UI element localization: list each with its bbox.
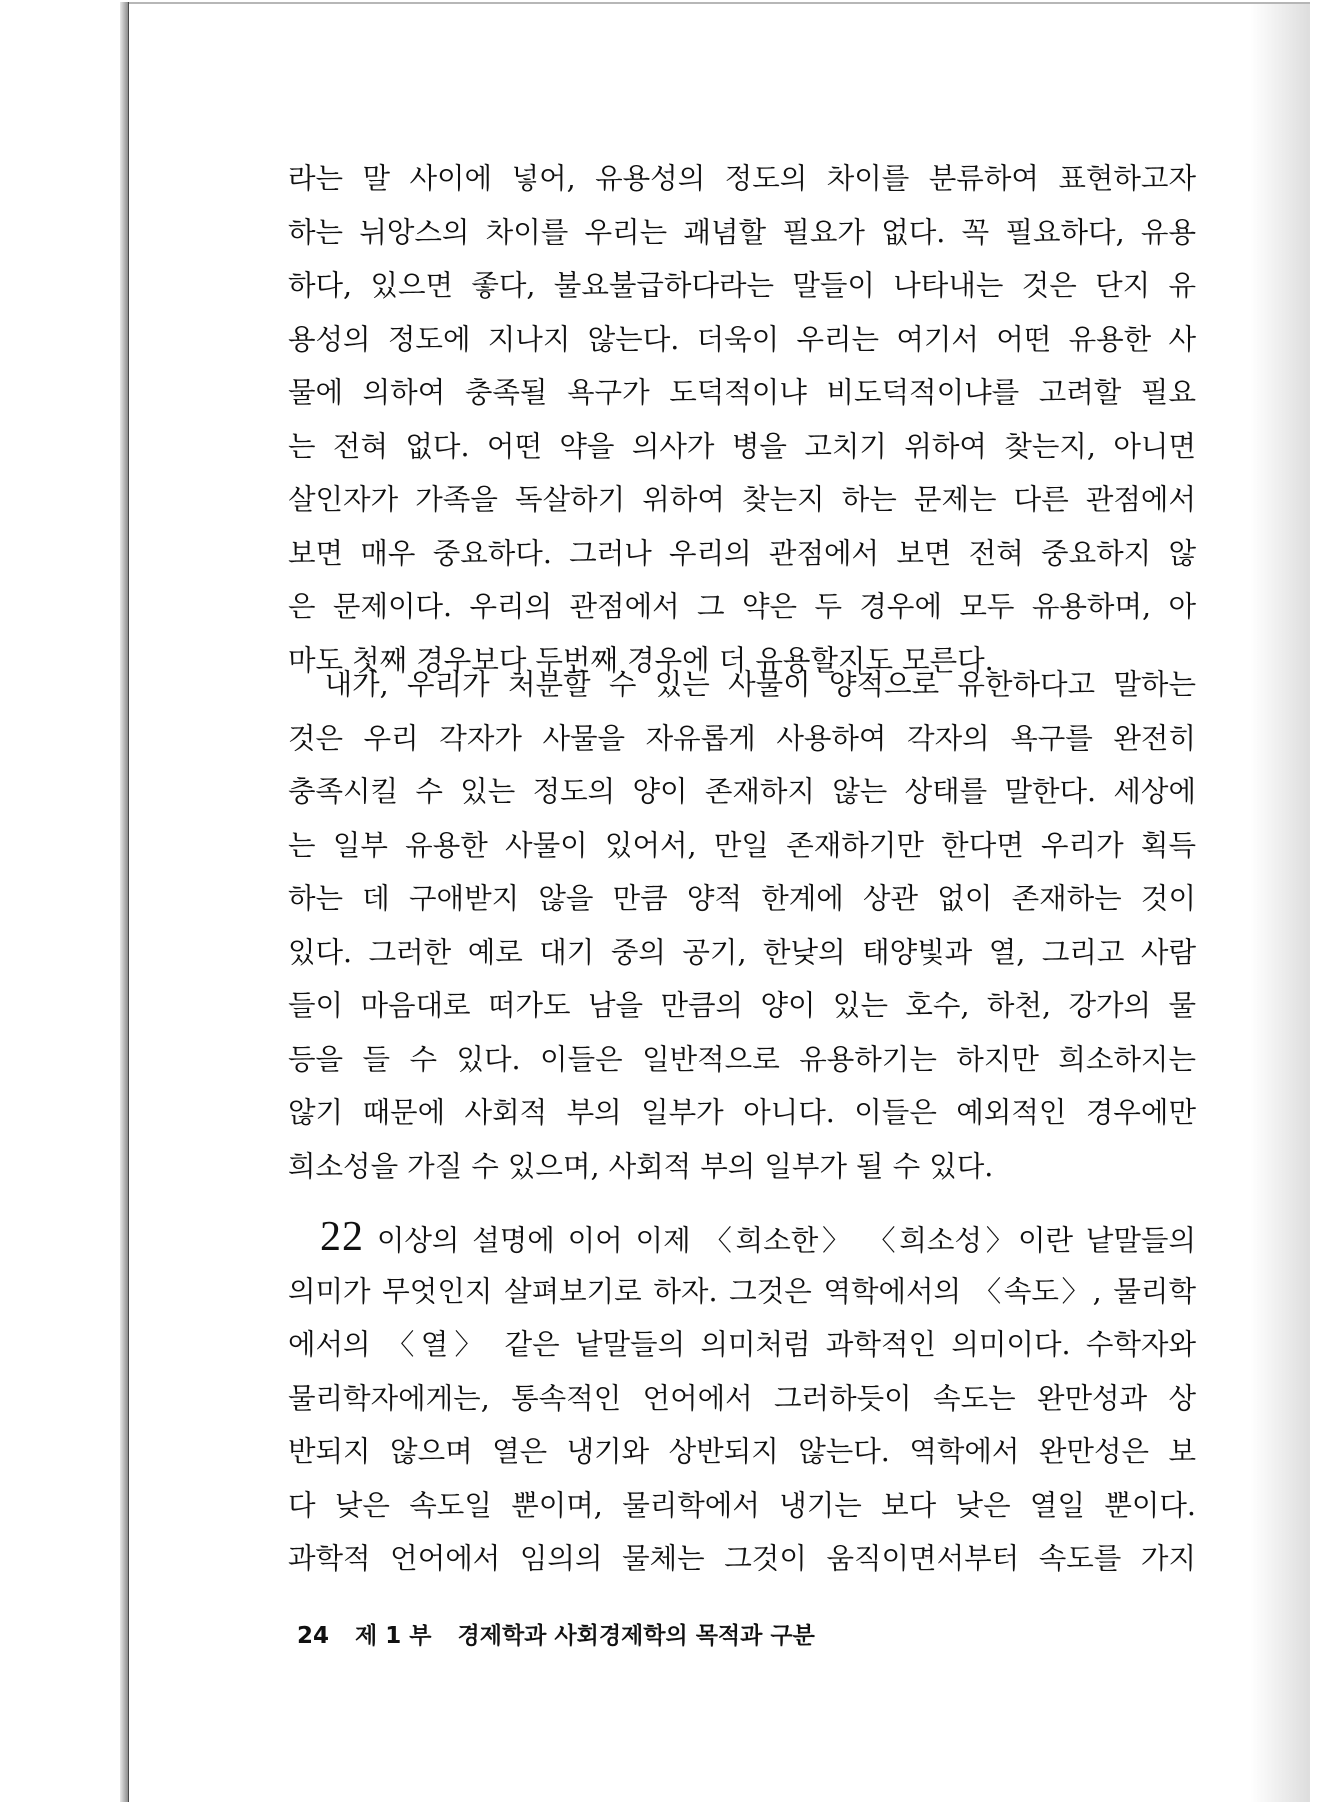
text-line: 이상의 설명에 이어 이제 〈희소한〉 〈희소성〉이란 낱말들의 [376,1224,1196,1257]
paragraph-3 [288,1211,1196,1586]
text-line: 과학적 언어에서 임의의 물체는 그것이 움직이면서부터 속도를 가지 [288,1542,1196,1575]
text-line: 의미가 무엇인지 살펴보기로 하자. 그것은 역학에서의 〈속도〉, 물리학 [288,1274,1196,1308]
text-line: 들이 마음대로 떠가도 남을 만큼의 양이 있는 호수, 하천, 강가의 물 [288,989,1196,1022]
text-line: 않기 때문에 사회적 부의 일부가 아니다. 이들은 예외적인 경우에만 [288,1096,1196,1129]
text-line: 있다. 그러한 예로 대기 중의 공기, 한낮의 태양빛과 열, 그리고 사람 [288,935,1196,969]
text-line: 하는 데 구애받지 않을 만큼 양적 한계에 상관 없이 존재하는 것이 [288,882,1196,915]
text-line: 는 일부 유용한 사물이 있어서, 만일 존재하기만 한다면 우리가 획득 [288,828,1196,862]
text-line: 용성의 정도에 지나지 않는다. 더욱이 우리는 여기서 어떤 유용한 사 [288,322,1196,356]
text-line: 보면 매우 중요하다. 그러나 우리의 관점에서 보면 전혀 중요하지 않 [288,536,1196,570]
text-line: 하는 뉘앙스의 차이를 우리는 괘념할 필요가 없다. 꼭 필요하다, 유용 [288,215,1196,249]
running-title: 경제학과 사회경제학의 목적과 구분 [457,1623,815,1649]
text-line: 에서의 〈열〉 같은 낱말들의 의미처럼 과학적인 의미이다. 수학자와 [288,1328,1196,1361]
page-footer [297,1616,815,1656]
text-line: 살인자가 가족을 독살하기 위하여 찾는지 하는 문제는 다른 관점에서 [288,483,1196,516]
page-number: 24 [297,1623,330,1649]
text-line: 물리학자에게는, 통속적인 언어에서 그러하듯이 속도는 완만성과 상 [288,1381,1196,1415]
paragraph-1 [288,152,1196,687]
text-line: 등을 들 수 있다. 이들은 일반적으로 유용하기는 하지만 희소하지는 [288,1042,1196,1076]
text-line: 것은 우리 각자가 사물을 자유롭게 사용하여 각자의 욕구를 완전히 [288,721,1196,755]
text-line: 내가, 우리가 처분할 수 있는 사물이 양적으로 유한하다고 말하는 [288,668,1196,701]
page-gutter-shadow [1250,2,1310,1802]
text-line: 물에 의하여 충족될 욕구가 도덕적이냐 비도덕적이냐를 고려할 필요 [288,376,1196,409]
text-line-with-section-number [288,1211,1196,1265]
text-line: 충족시킬 수 있는 정도의 양이 존재하지 않는 상태를 말한다. 세상에 [288,775,1196,808]
page-top-edge [129,2,1310,4]
text-line: 반되지 않으며 열은 냉기와 상반되지 않는다. 역학에서 완만성은 보 [288,1435,1196,1468]
part-label: 제 1 부 [355,1623,432,1649]
text-line: 하다, 있으면 좋다, 불요불급하다라는 말들이 나타내는 것은 단지 유 [288,269,1196,302]
paragraph-2 [288,658,1196,1193]
section-number: 22 [320,1214,364,1260]
text-line: 라는 말 사이에 넣어, 유용성의 정도의 차이를 분류하여 표현하고자 [288,162,1196,195]
text-line: 희소성을 가질 수 있으며, 사회적 부의 일부가 될 수 있다. [288,1149,994,1183]
text-line: 는 전혀 없다. 어떤 약을 의사가 병을 고치기 위하여 찾는지, 아니면 [288,429,1196,463]
text-line: 은 문제이다. 우리의 관점에서 그 약은 두 경우에 모두 유용하며, 아 [288,590,1196,623]
text-line: 마도 첫째 경우보다 두번째 경우에 더 유용할지도 모른다. [288,643,994,677]
text-line: 다 낮은 속도일 뿐이며, 물리학에서 냉기는 보다 낮은 열일 뿐이다. [288,1488,1196,1522]
